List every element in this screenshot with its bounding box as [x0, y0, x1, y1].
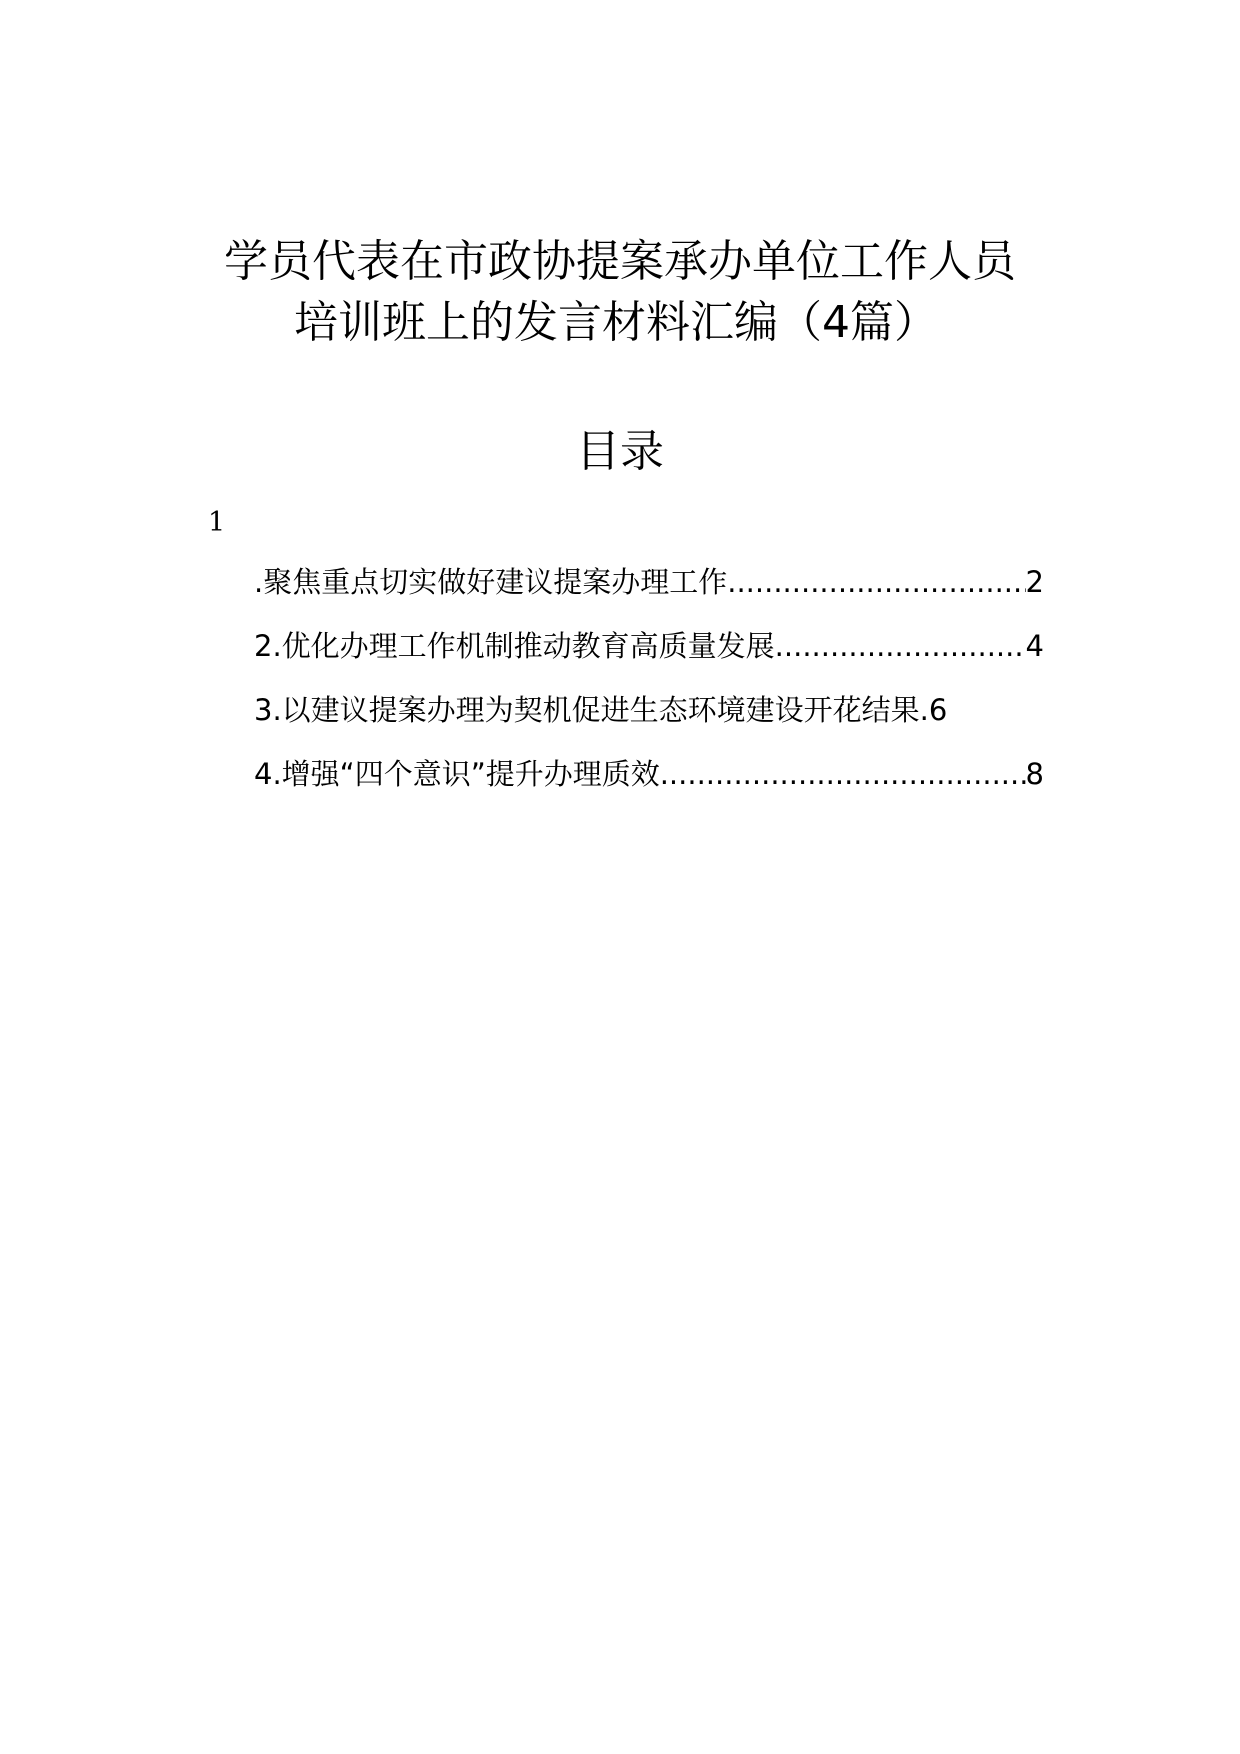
table-of-contents: [254, 562, 1044, 818]
toc-dot-leader: [660, 754, 1026, 794]
toc-entry-4[interactable]: [254, 754, 1044, 818]
document-title-line-2: 培训班上的发言材料汇编（4篇）: [294, 297, 938, 348]
toc-entry-title: 2.优化办理工作机制推动教育高质量发展: [254, 629, 775, 663]
toc-entry-page: 2: [1025, 565, 1044, 599]
toc-entry-2[interactable]: [254, 626, 1044, 690]
toc-entry-page: 8: [1025, 757, 1044, 791]
toc-entry-page: 4: [1025, 629, 1044, 663]
page-marker: 1: [208, 507, 226, 538]
toc-entry-title: 3.以建议提案办理为契机促进生态环境建设开花结果: [254, 693, 920, 727]
toc-entry-title: 4.增强“四个意识”提升办理质效: [254, 757, 660, 791]
toc-entry-page: .6: [919, 693, 948, 727]
toc-dot-leader: [775, 626, 1026, 666]
toc-heading: 目录: [576, 426, 664, 477]
toc-entry-1[interactable]: [254, 562, 1044, 626]
toc-entry-3[interactable]: [254, 690, 1044, 754]
toc-entry-title: .聚焦重点切实做好建议提案办理工作: [254, 565, 728, 599]
document-title-line-1: 学员代表在市政协提案承办单位工作人员: [224, 236, 1016, 287]
toc-dot-leader: [727, 562, 1025, 602]
